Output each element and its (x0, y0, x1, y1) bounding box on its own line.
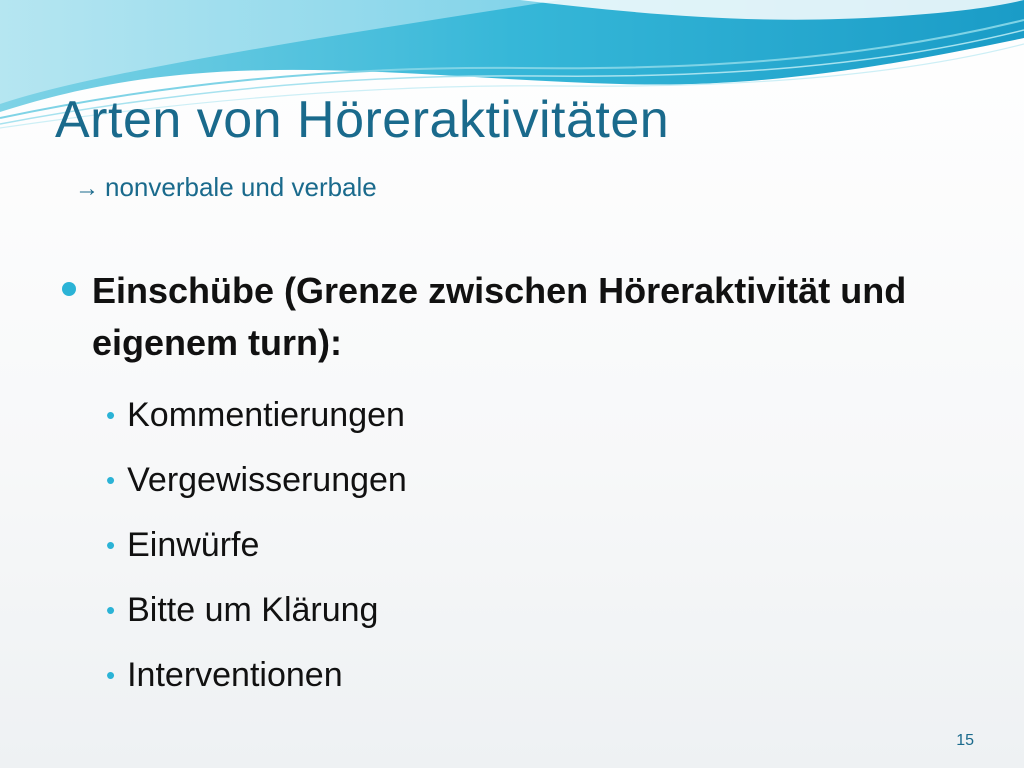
arrow-right-icon: → (75, 175, 99, 202)
slide-content (62, 265, 962, 708)
list-item-text: Vergewisserungen (127, 461, 407, 499)
dot-bullet-icon: • (106, 595, 116, 625)
slide-subtitle (75, 172, 377, 203)
sub-bullet-list (62, 383, 962, 708)
list-item (106, 383, 962, 448)
list-item (106, 513, 962, 578)
list-item-text: Interventionen (127, 656, 343, 694)
dot-bullet-icon: • (106, 660, 116, 690)
list-item (106, 448, 962, 513)
page-number: 15 (956, 732, 974, 749)
list-item (106, 578, 962, 643)
subtitle-text: nonverbale und verbale (105, 172, 377, 202)
main-bullet-text: Einschübe (Grenze zwischen Höreraktivität und eigenem turn): (92, 270, 907, 363)
circle-bullet-icon (62, 282, 76, 296)
dot-bullet-icon: • (106, 530, 116, 560)
list-item-text: Kommentierungen (127, 396, 405, 434)
dot-bullet-icon: • (106, 400, 116, 430)
list-item (106, 643, 962, 708)
slide-title: Arten von Höreraktivitäten (55, 91, 670, 149)
dot-bullet-icon: • (106, 465, 116, 495)
main-bullet-item (62, 265, 962, 369)
list-item-text: Einwürfe (127, 526, 260, 564)
list-item-text: Bitte um Klärung (127, 591, 379, 629)
